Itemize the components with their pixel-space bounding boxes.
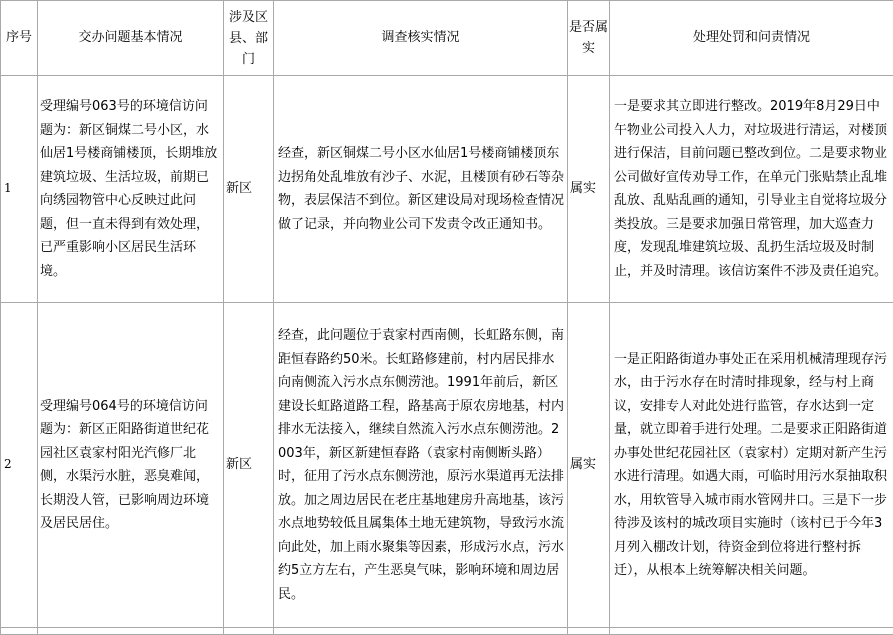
- cell-empty: [224, 628, 274, 635]
- cell-empty: [38, 628, 224, 635]
- cell-basic: 受理编号064号的环境信访问题为：新区正阳路街道世纪花园社区袁家村阳光汽修厂北侧，水渠污水脏，恶臭难闻，长期没人管，已影响周边环境及居民居住。: [38, 303, 224, 628]
- cell-seq: 2: [1, 303, 38, 628]
- cell-empty: [1, 628, 38, 635]
- cell-basic: 受理编号063号的环境信访问题为：新区铜煤二号小区，水仙居1号楼商铺楼顶，长期堆放建筑垃圾、生活垃圾，前期已向绣园物管中心反映过此问题，但一直未得到有效处理，已严重影响小区居民生活环境。: [38, 76, 224, 303]
- header-check: 调查核实情况: [274, 1, 568, 76]
- cell-verified: 属实: [568, 303, 610, 628]
- header-basic: 交办问题基本情况: [38, 1, 224, 76]
- cell-empty: [274, 628, 568, 635]
- cell-check: 经查，此问题位于袁家村西南侧，长虹路东侧，南距恒春路约50米。长虹路修建前，村内居民排水向南侧流入污水点东侧涝池。1991年前后，新区建设长虹路道路工程，路基高于原农房地基，村内排水无法接入，继续自然流入污水点东侧涝池。2003年，新区新建恒春路（袁家村南侧断头路）时，征用了污水点东侧涝池，原污水渠道再无法排放。加之周边居民在老庄基地建房升高地基，该污水点地势较低且属集体土地无建筑物，导致污水流向此处，加上雨水聚集等因素，形成污水点，污水约5立方左右，产生恶臭气味，影响环境和周边居民。: [274, 303, 568, 628]
- cell-empty: [610, 628, 893, 635]
- cell-check: 经查，新区铜煤二号小区水仙居1号楼商铺楼顶东边拐角处乱堆放有沙子、水泥，且楼顶有砂石等杂物，表层保洁不到位。新区建设局对现场检查情况做了记录，并向物业公司下发责令改正通知书。: [274, 76, 568, 303]
- cell-action: 一是要求其立即进行整改。2019年8月29日中午物业公司投入人力，对垃圾进行清运，对楼顶进行保洁，目前问题已整改到位。二是要求物业公司做好宣传劝导工作，在单元门张贴禁止乱堆乱放、乱贴乱画的通知，引导业主自觉将垃圾分类投放。三是要求加强日常管理，加大巡查力度，发现乱堆建筑垃圾、乱扔生活垃圾及时制止，并及时清理。该信访案件不涉及责任追究。: [610, 76, 893, 303]
- header-action: 处理处罚和问责情况: [610, 1, 893, 76]
- cell-area: 新区: [224, 303, 274, 628]
- table-row-partial: [1, 628, 893, 635]
- cell-area: 新区: [224, 76, 274, 303]
- table-row: [1, 303, 893, 628]
- header-area: 涉及区县、部门: [224, 1, 274, 76]
- cell-verified: 属实: [568, 76, 610, 303]
- header-verified: 是否属实: [568, 1, 610, 76]
- cell-action: 一是正阳路街道办事处正在采用机械清理现存污水，由于污水存在时清时排现象，经与村上商议，安排专人对此处进行监管，存水达到一定量，就立即着手进行处理。二是要求正阳路街道办事处世纪花园社区（袁家村）定期对新产生污水进行清理。如遇大雨，可临时用污水泵抽取积水，用软管导入城市雨水管网井口。三是下一步待涉及该村的城改项目实施时（该村已于今年3月列入棚改计划，待资金到位将进行整村拆迁），从根本上统筹解决相关问题。: [610, 303, 893, 628]
- cell-seq: 1: [1, 76, 38, 303]
- header-row: [1, 1, 893, 76]
- header-seq: 序号: [1, 1, 38, 76]
- cell-empty: [568, 628, 610, 635]
- table-row: [1, 76, 893, 303]
